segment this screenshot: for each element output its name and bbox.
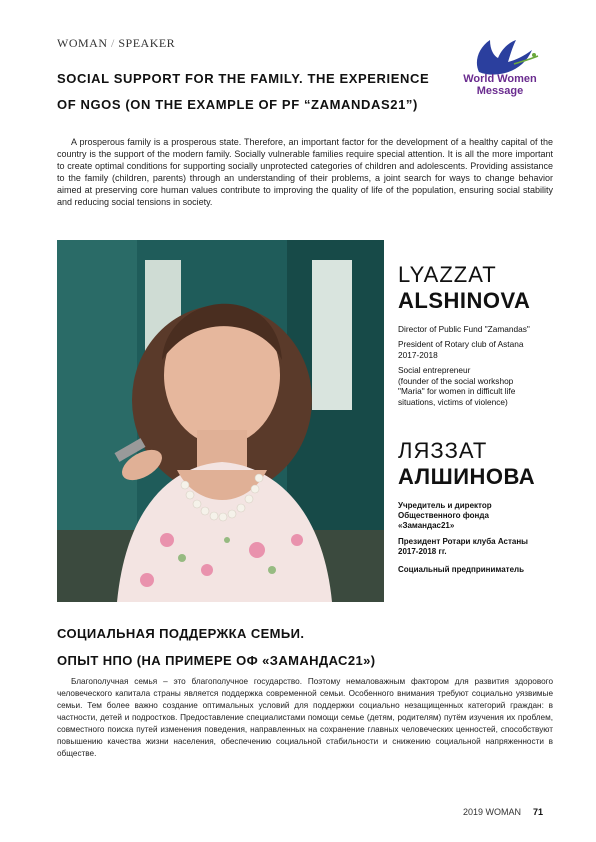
role-line: Учредитель и директор bbox=[398, 501, 492, 510]
role-line: Президент Ротари клуба Астаны bbox=[398, 537, 528, 546]
section-label: WOMAN bbox=[57, 36, 108, 50]
speaker-last-name-en: ALSHINOVA bbox=[398, 288, 531, 313]
header-separator: / bbox=[107, 36, 119, 50]
english-title-line-2: OF NGOS (ON THE EXAMPLE OF PF “ZAMANDAS21”) bbox=[57, 97, 418, 112]
speaker-role-ru-1 bbox=[398, 501, 558, 531]
english-title-line-1: SOCIAL SUPPORT FOR THE FAMILY. THE EXPERIENCE bbox=[57, 71, 430, 86]
speaker-role-en-1: Director of Public Fund "Zamandas" bbox=[398, 324, 530, 334]
role-line: "Maria" for women in difficult life bbox=[398, 386, 516, 396]
speaker-role-en-3 bbox=[398, 365, 558, 407]
role-line: 2017-2018 bbox=[398, 349, 438, 360]
subsection-label: SPEAKER bbox=[118, 36, 176, 50]
logo-line-2: Message bbox=[476, 85, 524, 97]
speaker-first-name-en: LYAZZAT bbox=[398, 262, 497, 287]
logo-line-1: World Women bbox=[463, 73, 537, 85]
page-footer bbox=[463, 807, 543, 817]
english-intro-paragraph: A prosperous family is a prosperous state. Therefore, an important factor for the development of a healthy capital of the country is the support of the modern family. Socially vulnerable families require special attention. It is all the more important to create optimal conditions for supporting socially unprotected categories of children and adolescents. Providing assistance to the family (children, parents) through an understanding of their problems, a joint search for ways to change behavior aimed at preserving core human values contribute to improving the quality of life of the population, ensuring social stability and reducing social tensions in society. bbox=[57, 137, 553, 207]
russian-title-line-1: СОЦИАЛЬНАЯ ПОДДЕРЖКА СЕМЬИ. bbox=[57, 626, 305, 641]
speaker-last-name-ru: АЛШИНОВА bbox=[398, 464, 536, 489]
speaker-portrait-photo bbox=[57, 240, 384, 602]
russian-article-title bbox=[57, 620, 497, 674]
russian-intro-paragraph: Благополучная семья – это благополучное государство. Поэтому немаловажным фактором для развития здорового человеческого капитала страны является поддержка современной семьи. Особенного внимания требуют социально уязвимые семьи. Тем более важно создание оптимальных условий для поддержки социально незащищенных категорий граждан: в частности, детей и подростков. Предоставление специалистами помощи семье (детям, родителям) путём изучения их проблем, совместного поиска путей изменения поведения, направленных на сохранение главных человеческих ценностей, способствуют повышению качества жизни населения, обеспечению социальной стабильности и снижению социальной напряженности в обществе. bbox=[57, 677, 553, 758]
role-line: situations, victims of violence) bbox=[398, 396, 508, 407]
english-article-title bbox=[57, 66, 437, 118]
role-line: Общественного фонда bbox=[398, 511, 489, 520]
logo-wordmark bbox=[455, 73, 545, 97]
page-number: 71 bbox=[533, 807, 544, 817]
role-line: Social entrepreneur bbox=[398, 365, 471, 375]
russian-title-line-2: ОПЫТ НПО (НА ПРИМЕРЕ ОФ «ЗАМАНДАС21») bbox=[57, 653, 376, 668]
role-line: 2017-2018 гг. bbox=[398, 547, 447, 556]
role-line: (founder of the social workshop bbox=[398, 375, 514, 386]
issue-label: 2019 WOMAN bbox=[463, 807, 522, 817]
running-header bbox=[57, 36, 175, 51]
role-line: President of Rotary club of Astana bbox=[398, 339, 524, 349]
speaker-role-ru-2 bbox=[398, 537, 558, 557]
role-line: «Замандас21» bbox=[398, 521, 455, 530]
speaker-first-name-ru: ЛЯЗЗАТ bbox=[398, 438, 488, 463]
speaker-role-ru-3: Социальный предприниматель bbox=[398, 565, 525, 574]
speaker-role-en-2 bbox=[398, 339, 558, 360]
